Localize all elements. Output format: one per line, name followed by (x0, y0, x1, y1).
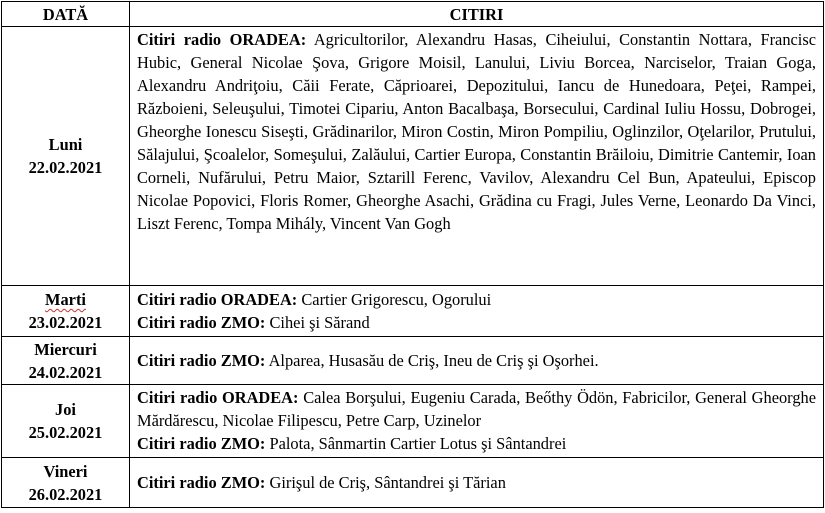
header-row (2, 2, 824, 27)
reading-entry (137, 386, 816, 432)
reading-entry (137, 432, 816, 455)
date-cell (2, 27, 130, 286)
reading-label: Citiri radio ORADEA: (137, 290, 298, 309)
schedule-row-tuesday (2, 286, 824, 337)
reading-entry (137, 311, 816, 334)
reading-label: Citiri radio ZMO: (137, 351, 266, 370)
readings-cell (130, 27, 824, 286)
day-name: Miercuri (34, 339, 97, 359)
date-column-header: DATĂ (2, 2, 130, 27)
reading-label: Citiri radio ZMO: (137, 313, 266, 332)
schedule-row-monday (2, 27, 824, 286)
reading-entry (137, 349, 816, 372)
reading-label: Citiri radio ORADEA: (137, 30, 307, 49)
reading-streets: Cihei şi Sărand (269, 313, 370, 332)
readings-cell (130, 385, 824, 458)
reading-label: Citiri radio ZMO: (137, 434, 266, 453)
reading-streets: Alparea, Husasău de Criş, Ineu de Criş şi Oşorhei. (268, 351, 599, 370)
date-cell (2, 337, 130, 385)
reading-streets: Agricultorilor, Alexandru Hasas, Ciheiului, Constantin Nottara, Francisc Hubic, General Nicolae Şova, Grigore Moisil, Lanului, Liviu Borcea, Narciselor, Traian Goga, Alexandru Andriţoiu, Căii Ferate, Căprioarei, Depozitului, Iancu de Hunedoara, Peţei, Rampei, Războieni, Seleuşului, Timotei Cipariu, Anton Bacalbaşa, Borsecului, Cardinal Iuliu Hossu, Dobrogei, Gheorghe Ionescu Siseşti, Grădinarilor, Miron Costin, Miron Pompiliu, Oglinzilor, Oţelarilor, Prutului, Sălajului, Şcoalelor, Someşului, Zalăului, Cartier Europa, Constantin Brăiloiu, Dimitrie Cantemir, Ioan Corneli, Nufărului, Petru Maior, Sztarill Ferenc, Vavilov, Alexandru Cel Bun, Apateului, Episcop Nicolae Popovici, Floris Romer, Gheorghe Asachi, Grădina cu Fragi, Jules Verne, Leonardo Da Vinci, Liszt Ferenc, Tompa Mihály, Vincent Van Gogh (137, 30, 816, 233)
day-name: Marti (45, 290, 86, 309)
day-name: Vineri (43, 461, 88, 481)
day-name: Luni (48, 135, 83, 154)
reading-streets: Cartier Grigorescu, Ogorului (301, 290, 492, 309)
readings-schedule-table (1, 1, 824, 508)
date-cell (2, 286, 130, 337)
schedule-row-friday (2, 458, 824, 508)
reading-streets: Girişul de Criş, Sântandrei şi Tărian (269, 473, 506, 492)
date-value: 23.02.2021 (28, 313, 103, 332)
date-value: 22.02.2021 (28, 158, 103, 177)
reading-entry (137, 28, 816, 235)
readings-cell (130, 286, 824, 337)
reading-entry (137, 471, 816, 494)
date-value: 24.02.2021 (28, 362, 103, 382)
readings-cell (130, 337, 824, 385)
day-name: Joi (55, 400, 76, 419)
reading-entry (137, 288, 816, 311)
schedule-row-thursday (2, 385, 824, 458)
reading-label: Citiri radio ORADEA: (137, 388, 299, 407)
date-value: 26.02.2021 (28, 484, 103, 504)
date-value: 25.02.2021 (28, 423, 103, 442)
readings-column-header: CITIRI (130, 2, 824, 27)
reading-streets: Calea Borşului, Eugeniu Carada, Beőthy Ödön, Fabricilor, General Gheorghe Mărdărescu, Nicolae Filipescu, Petre Carp, Uzinelor (137, 388, 816, 430)
schedule-row-wednesday (2, 337, 824, 385)
reading-streets: Palota, Sânmartin Cartier Lotus şi Sântandrei (269, 434, 567, 453)
readings-cell (130, 458, 824, 508)
date-cell (2, 458, 130, 508)
reading-label: Citiri radio ZMO: (137, 473, 266, 492)
date-cell (2, 385, 130, 458)
